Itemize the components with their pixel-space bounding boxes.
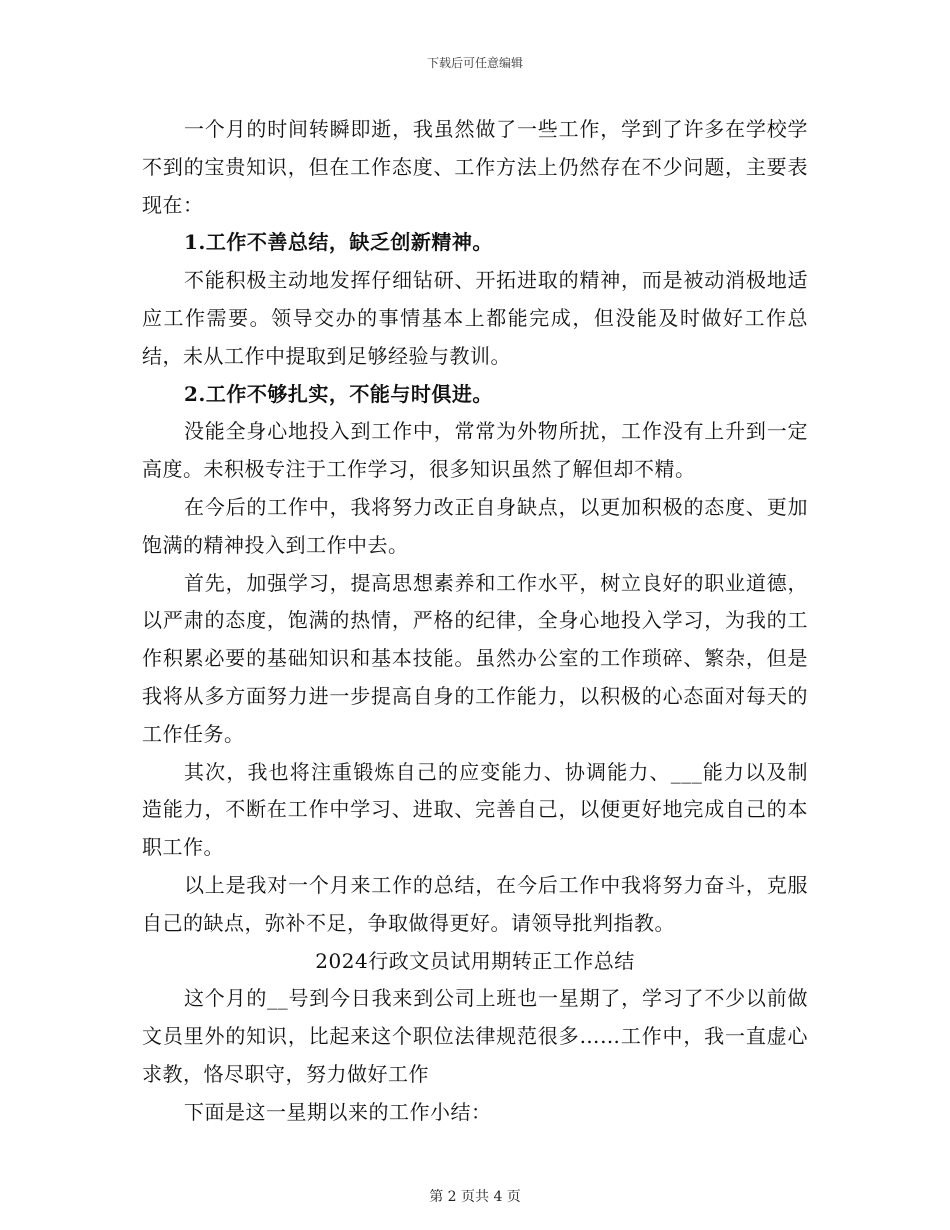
page-footer: 第 2 页共 4 页 [429,1189,521,1205]
heading-point-2: 2.工作不够扎实，不能与时俱进。 [184,381,493,406]
paragraph-point-2: 没能全身心地投入到工作中，常常为外物所扰，工作没有上升到一定高度。未积极专注于工作学习，很多知识虽然了解但却不精。 [142,419,808,482]
paragraph-first: 首先，加强学习，提高思想素养和工作水平，树立良好的职业道德，以严肃的态度，饱满的热情，严格的纪律，全身心地投入学习，为我的工作积累必要的基础知识和基本技能。虽然办公室的工作琐碎、繁杂，但是我将从多方面努力进一步提高自身的工作能力，以积极的心态面对每天的工作任务。 [142,570,808,746]
section-title: 2024行政文员试用期转正工作总结 [315,948,635,973]
paragraph-plan: 在今后的工作中，我将努力改正自身缺点，以更加积极的态度、更加饱满的精神投入到工作中去。 [142,494,808,557]
heading-point-1: 1.工作不善总结，缺乏创新精神。 [184,230,493,255]
page-header: 下载后可任意编辑 [426,56,523,70]
paragraph-intro: 一个月的时间转瞬即逝，我虽然做了一些工作，学到了许多在学校学不到的宝贵知识，但在工作态度、工作方法上仍然存在不少问题，主要表现在： [142,117,808,217]
document-body [142,111,808,1132]
paragraph-point-1: 不能积极主动地发挥仔细钻研、开拓进取的精神，而是被动消极地适应工作需要。领导交办的事情基本上都能完成，但没能及时做好工作总结，未从工作中提取到足够经验与教训。 [142,268,808,368]
paragraph-second: 其次，我也将注重锻炼自己的应变能力、协调能力、___能力以及制造能力，不断在工作中学习、进取、完善自己，以便更好地完成自己的本职工作。 [142,759,808,860]
paragraph-conclusion: 以上是我对一个月来工作的总结，在今后工作中我将努力奋斗，克服自己的缺点，弥补不足，争取做得更好。请领导批判指教。 [142,872,808,935]
paragraph-week: 这个月的__号到今日我来到公司上班也一星期了，学习了不少以前做文员里外的知识，比起来这个职位法律规范很多……工作中，我一直虚心求教，恪尽职守，努力做好工作 [142,986,808,1086]
paragraph-summary-lead: 下面是这一星期以来的工作小结： [184,1099,492,1124]
